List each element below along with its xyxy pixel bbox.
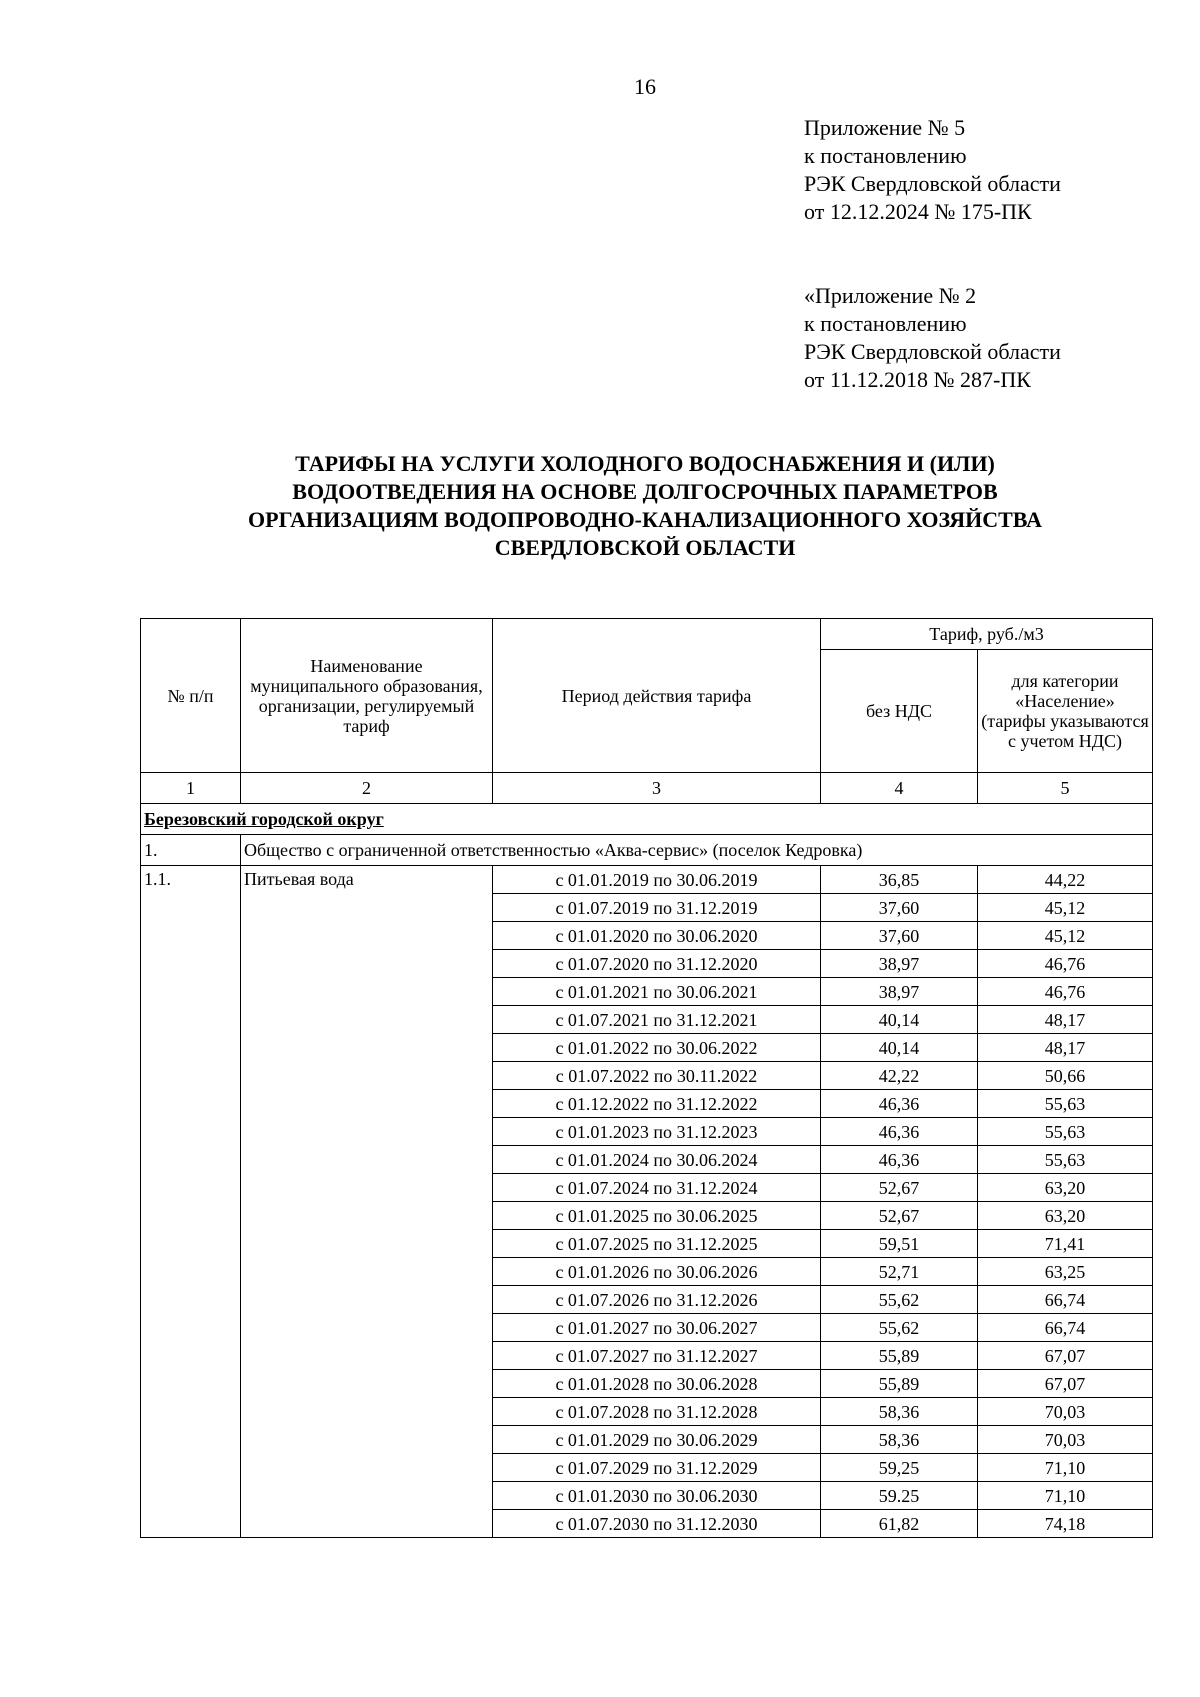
tariff-table — [140, 618, 1153, 1538]
without-vat-cell: 38,97 — [821, 978, 978, 1006]
without-vat-cell: 55,62 — [821, 1286, 978, 1314]
population-cell: 66,74 — [978, 1286, 1153, 1314]
without-vat-cell: 55,89 — [821, 1370, 978, 1398]
without-vat-cell: 46,36 — [821, 1090, 978, 1118]
population-cell: 67,07 — [978, 1370, 1153, 1398]
without-vat-cell: 40,14 — [821, 1006, 978, 1034]
period-cell: с 01.07.2024 по 31.12.2024 — [493, 1174, 821, 1202]
without-vat-cell: 55,89 — [821, 1342, 978, 1370]
column-number: 1 — [141, 773, 241, 804]
period-cell: с 01.01.2021 по 30.06.2021 — [493, 978, 821, 1006]
header-num: № п/п — [141, 619, 241, 773]
period-cell: с 01.07.2029 по 31.12.2029 — [493, 1454, 821, 1482]
without-vat-cell: 42,22 — [821, 1062, 978, 1090]
period-cell: с 01.01.2023 по 31.12.2023 — [493, 1118, 821, 1146]
header-population: для категории «Население» (тарифы указываются с учетом НДС) — [978, 650, 1153, 773]
population-cell: 63,25 — [978, 1258, 1153, 1286]
service-name: Питьевая вода — [241, 866, 493, 1538]
header-name: Наименование муниципального образования, организации, регулируемый тариф — [241, 619, 493, 773]
appendix-current-line: Приложение № 5 — [804, 115, 966, 140]
header-period: Период действия тарифа — [493, 619, 821, 773]
population-cell: 71,41 — [978, 1230, 1153, 1258]
period-cell: с 01.12.2022 по 31.12.2022 — [493, 1090, 821, 1118]
period-cell: с 01.07.2028 по 31.12.2028 — [493, 1398, 821, 1426]
period-cell: с 01.07.2027 по 31.12.2027 — [493, 1342, 821, 1370]
population-cell: 55,63 — [978, 1090, 1153, 1118]
period-cell: с 01.01.2027 по 30.06.2027 — [493, 1314, 821, 1342]
population-cell: 71,10 — [978, 1454, 1153, 1482]
period-cell: с 01.01.2019 по 30.06.2019 — [493, 866, 821, 894]
appendix-original — [804, 282, 1061, 394]
without-vat-cell: 37,60 — [821, 894, 978, 922]
appendix-current — [804, 114, 1061, 226]
period-cell: с 01.01.2026 по 30.06.2026 — [493, 1258, 821, 1286]
table-row — [141, 866, 1153, 894]
without-vat-cell: 59,25 — [821, 1454, 978, 1482]
population-cell: 45,12 — [978, 922, 1153, 950]
column-number: 5 — [978, 773, 1153, 804]
without-vat-cell: 59.25 — [821, 1482, 978, 1510]
appendix-original-line: от 11.12.2018 № 287-ПК — [804, 367, 1031, 392]
population-cell: 66,74 — [978, 1314, 1153, 1342]
population-cell: 67,07 — [978, 1342, 1153, 1370]
period-cell: с 01.01.2020 по 30.06.2020 — [493, 922, 821, 950]
header-without-vat: без НДС — [821, 650, 978, 773]
title-line: ВОДООТВЕДЕНИЯ НА ОСНОВЕ ДОЛГОСРОЧНЫХ ПАРАМЕТРОВ — [292, 479, 998, 504]
population-cell: 63,20 — [978, 1202, 1153, 1230]
population-cell: 48,17 — [978, 1006, 1153, 1034]
without-vat-cell: 61,82 — [821, 1510, 978, 1538]
without-vat-cell: 37,60 — [821, 922, 978, 950]
population-cell: 45,12 — [978, 894, 1153, 922]
population-cell: 71,10 — [978, 1482, 1153, 1510]
title-line: ОРГАНИЗАЦИЯМ ВОДОПРОВОДНО-КАНАЛИЗАЦИОННОГО ХОЗЯЙСТВА — [248, 507, 1042, 532]
appendix-original-line: РЭК Свердловской области — [804, 339, 1061, 364]
population-cell: 74,18 — [978, 1510, 1153, 1538]
appendix-current-line: к постановлению — [804, 143, 967, 168]
population-cell: 48,17 — [978, 1034, 1153, 1062]
population-cell: 63,20 — [978, 1174, 1153, 1202]
without-vat-cell: 58,36 — [821, 1398, 978, 1426]
population-cell: 50,66 — [978, 1062, 1153, 1090]
section-row — [141, 804, 1153, 835]
column-number: 2 — [241, 773, 493, 804]
population-cell: 46,76 — [978, 950, 1153, 978]
period-cell: с 01.07.2021 по 31.12.2021 — [493, 1006, 821, 1034]
period-cell: с 01.01.2025 по 30.06.2025 — [493, 1202, 821, 1230]
title-line: ТАРИФЫ НА УСЛУГИ ХОЛОДНОГО ВОДОСНАБЖЕНИЯ И (ИЛИ) — [295, 451, 995, 476]
organization-row — [141, 835, 1153, 866]
column-number-row — [141, 773, 1153, 804]
without-vat-cell: 36,85 — [821, 866, 978, 894]
period-cell: с 01.07.2026 по 31.12.2026 — [493, 1286, 821, 1314]
period-cell: с 01.07.2025 по 31.12.2025 — [493, 1230, 821, 1258]
without-vat-cell: 52,71 — [821, 1258, 978, 1286]
header-tariff-group: Тариф, руб./м3 — [821, 619, 1153, 650]
organization-name: Общество с ограниченной ответственностью «Аква-сервис» (поселок Кедровка) — [241, 835, 1153, 866]
period-cell: с 01.01.2030 по 30.06.2030 — [493, 1482, 821, 1510]
period-cell: с 01.07.2030 по 31.12.2030 — [493, 1510, 821, 1538]
period-cell: с 01.01.2024 по 30.06.2024 — [493, 1146, 821, 1174]
organization-num: 1. — [141, 835, 241, 866]
period-cell: с 01.01.2029 по 30.06.2029 — [493, 1426, 821, 1454]
header-row — [141, 619, 1153, 650]
without-vat-cell: 55,62 — [821, 1314, 978, 1342]
appendix-original-line: к постановлению — [804, 311, 967, 336]
period-cell: с 01.07.2020 по 31.12.2020 — [493, 950, 821, 978]
appendix-original-line: «Приложение № 2 — [804, 283, 977, 308]
without-vat-cell: 40,14 — [821, 1034, 978, 1062]
without-vat-cell: 59,51 — [821, 1230, 978, 1258]
without-vat-cell: 46,36 — [821, 1118, 978, 1146]
period-cell: с 01.01.2028 по 30.06.2028 — [493, 1370, 821, 1398]
section-title: Березовский городской округ — [141, 804, 1153, 835]
document-title — [140, 450, 1150, 562]
without-vat-cell: 46,36 — [821, 1146, 978, 1174]
column-number: 3 — [493, 773, 821, 804]
page-number: 16 — [634, 74, 656, 99]
population-cell: 44,22 — [978, 866, 1153, 894]
appendix-current-line: от 12.12.2024 № 175-ПК — [804, 199, 1032, 224]
column-number: 4 — [821, 773, 978, 804]
without-vat-cell: 38,97 — [821, 950, 978, 978]
period-cell: с 01.01.2022 по 30.06.2022 — [493, 1034, 821, 1062]
appendix-current-line: РЭК Свердловской области — [804, 171, 1061, 196]
without-vat-cell: 52,67 — [821, 1174, 978, 1202]
population-cell: 70,03 — [978, 1398, 1153, 1426]
service-num: 1.1. — [141, 866, 241, 1538]
title-line: СВЕРДЛОВСКОЙ ОБЛАСТИ — [494, 535, 796, 560]
period-cell: с 01.07.2022 по 30.11.2022 — [493, 1062, 821, 1090]
population-cell: 55,63 — [978, 1118, 1153, 1146]
population-cell: 55,63 — [978, 1146, 1153, 1174]
without-vat-cell: 52,67 — [821, 1202, 978, 1230]
population-cell: 70,03 — [978, 1426, 1153, 1454]
without-vat-cell: 58,36 — [821, 1426, 978, 1454]
population-cell: 46,76 — [978, 978, 1153, 1006]
period-cell: с 01.07.2019 по 31.12.2019 — [493, 894, 821, 922]
